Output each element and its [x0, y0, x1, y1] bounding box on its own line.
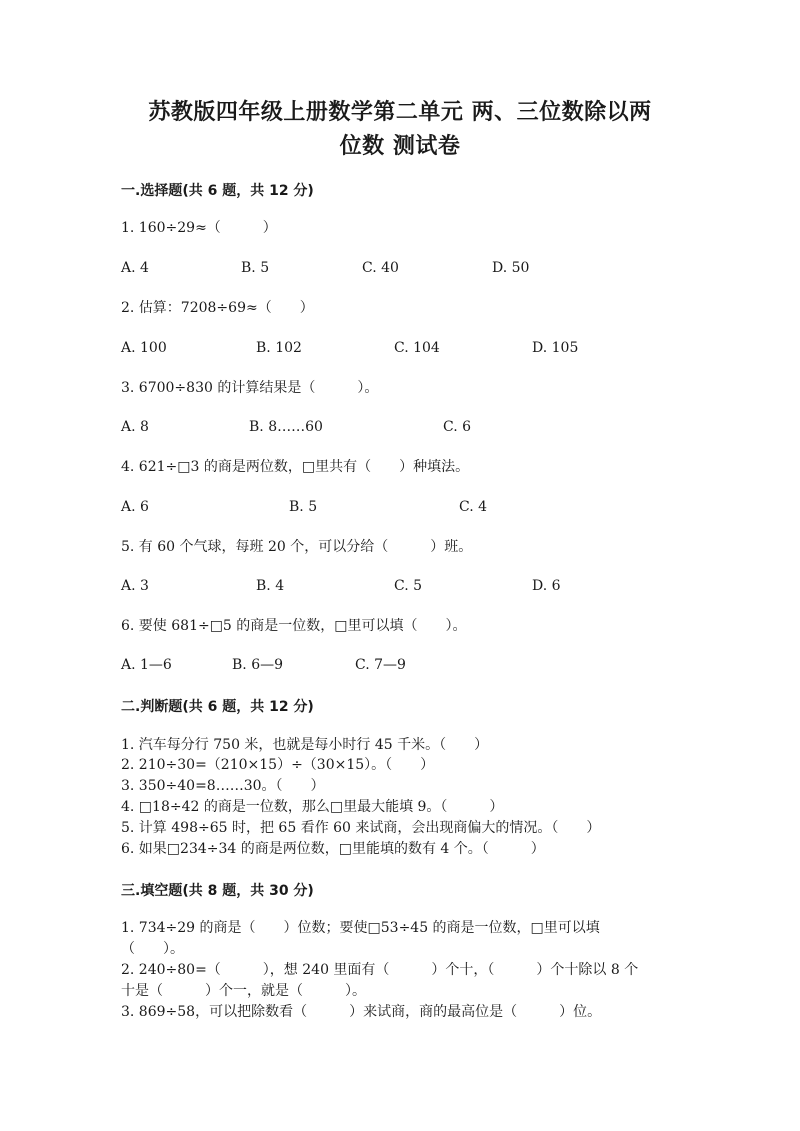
- q5-option-a: A. 3: [121, 578, 149, 594]
- question-5: 5. 有 60 个气球，每班 20 个，可以分给（ ）班。: [121, 539, 473, 555]
- worksheet-title-line-1: 苏教版四年级上册数学第二单元 两、三位数除以两: [148, 100, 652, 125]
- q2-option-a: A. 100: [121, 340, 167, 356]
- q1-option-c: C. 40: [362, 260, 399, 276]
- q3-option-b: B. 8……60: [249, 419, 323, 435]
- judge-item-3: 3. 350÷40=8……30。（ ）: [121, 778, 325, 794]
- q1-option-d: D. 50: [492, 260, 530, 276]
- question-1: 1. 160÷29≈（ ）: [121, 220, 277, 236]
- judge-item-1: 1. 汽车每分行 750 米，也就是每小时行 45 千米。（ ）: [121, 737, 489, 753]
- fill-line-3: 2. 240÷80=（ ），想 240 里面有（ ）个十，（ ）个十除以 8 个: [121, 962, 639, 978]
- q6-option-c: C. 7—9: [355, 657, 406, 673]
- question-6: 6. 要使 681÷□5 的商是一位数，□里可以填（ ）。: [121, 618, 467, 634]
- q2-option-c: C. 104: [394, 340, 440, 356]
- q2-option-d: D. 105: [532, 340, 579, 356]
- section-heading-fill-blank: 三.填空题(共 8 题，共 30 分): [121, 883, 314, 899]
- fill-line-4: 十是（ ）个一，就是（ ）。: [121, 983, 366, 999]
- judge-item-4: 4. □18÷42 的商是一位数，那么□里最大能填 9。（ ）: [121, 799, 504, 815]
- q4-option-a: A. 6: [121, 499, 149, 515]
- q4-option-c: C. 4: [459, 499, 488, 515]
- q4-option-b: B. 5: [289, 499, 318, 515]
- fill-line-5: 3. 869÷58，可以把除数看（ ）来试商，商的最高位是（ ）位。: [121, 1004, 602, 1020]
- q1-option-a: A. 4: [121, 260, 149, 276]
- worksheet-title-line-2: 位数 测试卷: [339, 134, 461, 159]
- judge-item-2: 2. 210÷30=（210×15）÷（30×15）。（ ）: [121, 757, 435, 773]
- question-3: 3. 6700÷830 的计算结果是（ ）。: [121, 380, 379, 396]
- q3-option-a: A. 8: [121, 419, 149, 435]
- q6-option-a: A. 1—6: [121, 657, 172, 673]
- q5-option-b: B. 4: [256, 578, 285, 594]
- question-2: 2. 估算：7208÷69≈（ ）: [121, 300, 314, 316]
- question-4: 4. 621÷□3 的商是两位数，□里共有（ ）种填法。: [121, 459, 470, 475]
- fill-line-1: 1. 734÷29 的商是（ ）位数；要使□53÷45 的商是一位数，□里可以填: [121, 920, 600, 936]
- section-heading-choice: 一.选择题(共 6 题，共 12 分): [121, 183, 314, 199]
- q2-option-b: B. 102: [256, 340, 302, 356]
- q3-option-c: C. 6: [443, 419, 472, 435]
- fill-line-2: （ ）。: [121, 941, 184, 957]
- q5-option-c: C. 5: [394, 578, 423, 594]
- q1-option-b: B. 5: [241, 260, 270, 276]
- judge-item-6: 6. 如果□234÷34 的商是两位数，□里能填的数有 4 个。（ ）: [121, 841, 545, 857]
- q5-option-d: D. 6: [532, 578, 561, 594]
- section-heading-true-false: 二.判断题(共 6 题，共 12 分): [121, 699, 314, 715]
- q6-option-b: B. 6—9: [232, 657, 284, 673]
- judge-item-5: 5. 计算 498÷65 时，把 65 看作 60 来试商，会出现商偏大的情况。（ ）: [121, 820, 601, 836]
